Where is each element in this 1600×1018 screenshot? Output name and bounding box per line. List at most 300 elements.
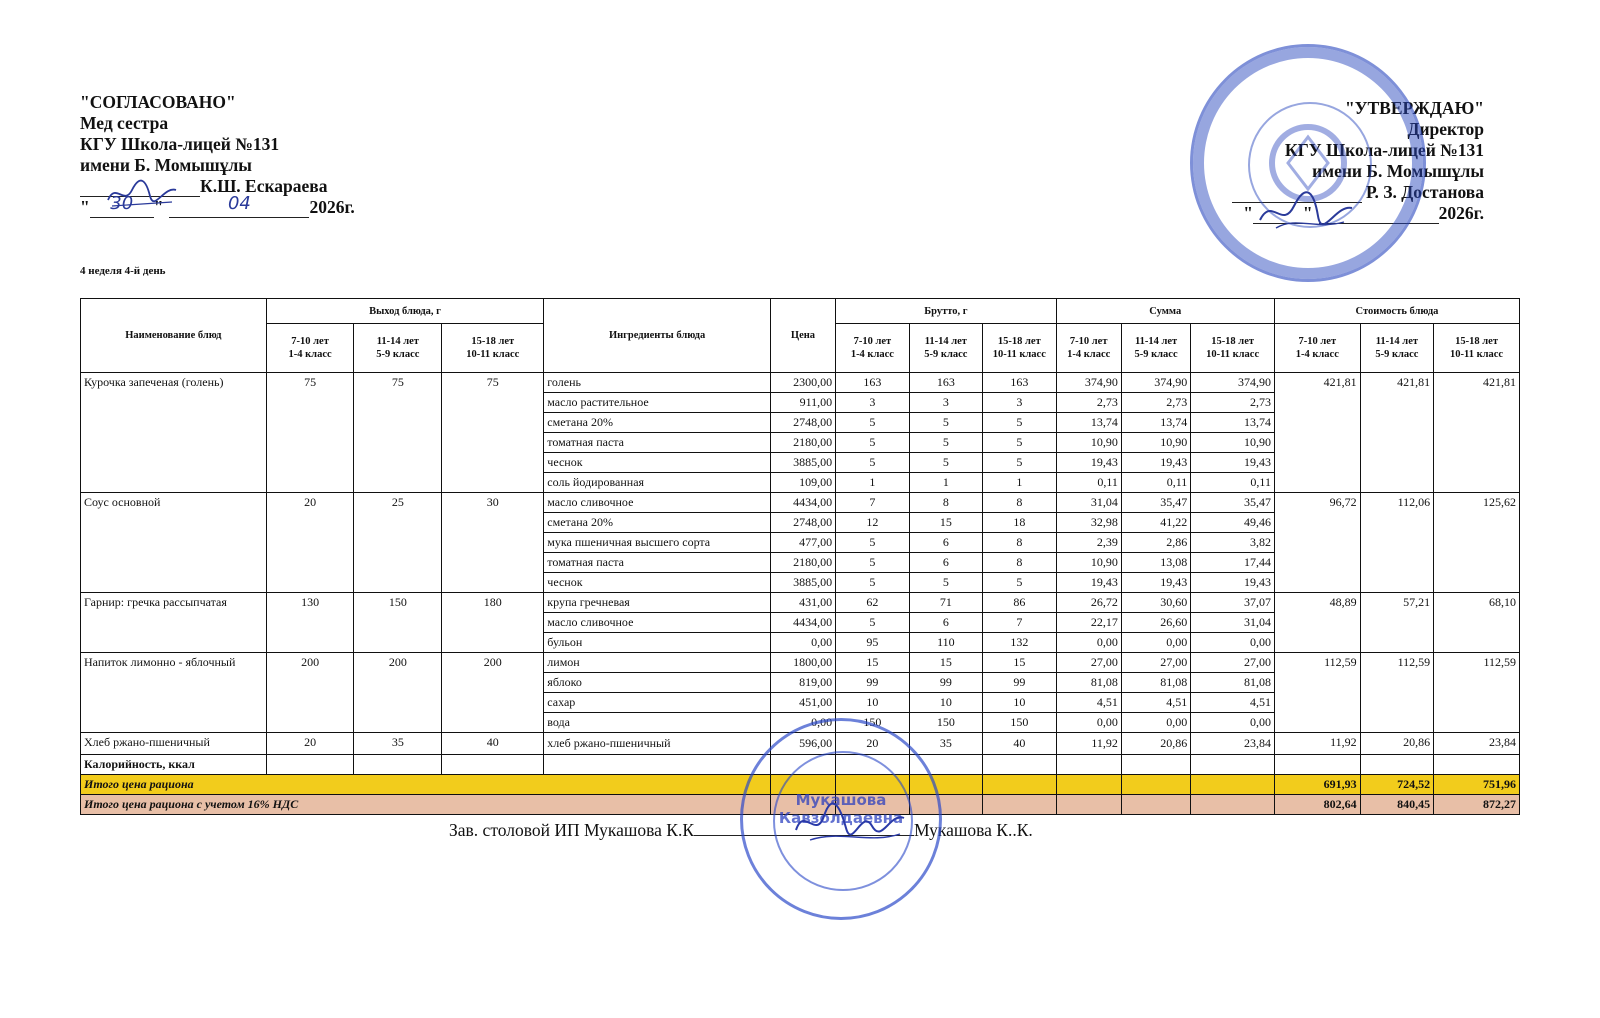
approval-date-line: " 30 " 04 2026г. [80, 193, 355, 217]
dish-output: 20 [266, 493, 354, 593]
age-range: 7-10 лет [1298, 336, 1337, 347]
dish-cost: 112,59 [1360, 653, 1433, 733]
ingredient-brutto: 5 [909, 573, 982, 593]
ingredient-brutto: 12 [836, 513, 909, 533]
ingredient-price: 2180,00 [770, 553, 835, 573]
total-value: 751,96 [1434, 775, 1520, 795]
ingredient-brutto: 163 [983, 373, 1056, 393]
ingredient-brutto: 5 [836, 613, 909, 633]
footer-right-text: Мукашова К..К. [914, 820, 1033, 840]
ingredient-name: чеснок [544, 453, 771, 473]
ingredient-brutto: 8 [983, 553, 1056, 573]
ingredient-name: томатная паста [544, 433, 771, 453]
total-value: 691,93 [1274, 775, 1360, 795]
ingredient-sum: 0,00 [1056, 633, 1121, 653]
ingredient-brutto: 5 [983, 573, 1056, 593]
ingredient-name: яблоко [544, 673, 771, 693]
calories-label: Калорийность, ккал [81, 755, 267, 775]
ingredient-price: 819,00 [770, 673, 835, 693]
age-range: 15-18 лет [471, 336, 515, 347]
ingredient-sum: 4,51 [1056, 693, 1121, 713]
total-vat-empty-cell [1056, 795, 1121, 815]
ingredient-name: мука пшеничная высшего сорта [544, 533, 771, 553]
ingredient-sum: 19,43 [1121, 453, 1190, 473]
ingredient-brutto: 5 [909, 413, 982, 433]
dish-cost: 112,59 [1274, 653, 1360, 733]
ingredient-sum: 10,90 [1056, 433, 1121, 453]
ingredient-sum: 23,84 [1191, 733, 1275, 755]
class-range: 1-4 класс [1295, 349, 1339, 360]
ingredient-sum: 2,73 [1056, 393, 1121, 413]
ingredient-price: 2748,00 [770, 513, 835, 533]
table-row [81, 373, 1520, 393]
total-row [81, 775, 1520, 795]
header-age-sum-2 [1191, 324, 1275, 373]
ingredient-sum: 20,86 [1121, 733, 1190, 755]
header-brutto: Брутто, г [836, 299, 1056, 324]
ingredient-sum: 19,43 [1056, 573, 1121, 593]
dish-output: 75 [354, 373, 442, 493]
approval-signature-line [1232, 182, 1484, 203]
dish-name: Соус основной [81, 493, 267, 593]
signature-blank [694, 835, 914, 836]
ingredient-sum: 0,00 [1121, 713, 1190, 733]
calories-cell [1191, 755, 1275, 775]
approval-block-right [1232, 98, 1484, 224]
ingredient-price: 3885,00 [770, 453, 835, 473]
header-age-brutto-2 [983, 324, 1056, 373]
class-range: 10-11 класс [992, 349, 1046, 360]
ingredient-sum: 22,17 [1056, 613, 1121, 633]
ingredient-brutto: 6 [909, 533, 982, 553]
ingredient-sum: 13,74 [1191, 413, 1275, 433]
total-empty-cell [836, 775, 909, 795]
menu-table-body [81, 373, 1520, 815]
total-vat-value: 840,45 [1360, 795, 1433, 815]
ingredient-brutto: 5 [836, 453, 909, 473]
ingredient-price: 2748,00 [770, 413, 835, 433]
class-range: 1-4 класс [288, 349, 332, 360]
dish-output: 40 [442, 733, 544, 755]
dish-cost: 96,72 [1274, 493, 1360, 593]
dish-cost: 421,81 [1274, 373, 1360, 493]
week-day-label: 4 неделя 4-й день [80, 265, 166, 277]
dish-name: Напиток лимонно - яблочный [81, 653, 267, 733]
ingredient-name: масло сливочное [544, 613, 771, 633]
dish-cost: 112,59 [1434, 653, 1520, 733]
ingredient-brutto: 86 [983, 593, 1056, 613]
header-age-cost-2 [1434, 324, 1520, 373]
age-range: 11-14 лет [1134, 336, 1178, 347]
ingredient-brutto: 99 [983, 673, 1056, 693]
ingredient-sum: 374,90 [1191, 373, 1275, 393]
ingredient-sum: 31,04 [1056, 493, 1121, 513]
ingredient-brutto: 7 [983, 613, 1056, 633]
ingredient-brutto: 10 [983, 693, 1056, 713]
total-empty-cell [983, 775, 1056, 795]
total-vat-value: 802,64 [1274, 795, 1360, 815]
class-range: 10-11 класс [1450, 349, 1504, 360]
approval-org-name: имени Б. Момышұлы [80, 155, 252, 175]
ingredient-sum: 2,86 [1121, 533, 1190, 553]
dish-cost: 20,86 [1360, 733, 1433, 755]
ingredient-brutto: 1 [909, 473, 982, 493]
ingredient-price: 911,00 [770, 393, 835, 413]
ingredient-name: бульон [544, 633, 771, 653]
total-vat-empty-cell [1191, 795, 1275, 815]
ingredient-sum: 11,92 [1056, 733, 1121, 755]
ingredient-sum: 26,72 [1056, 593, 1121, 613]
age-range: 7-10 лет [853, 336, 892, 347]
class-range: 1-4 класс [1067, 349, 1111, 360]
dish-output: 150 [354, 593, 442, 653]
ingredient-brutto: 3 [983, 393, 1056, 413]
calories-cell [442, 755, 544, 775]
ingredient-brutto: 5 [836, 433, 909, 453]
stamp-name: Мукашова Кавзолдаевна [778, 791, 904, 827]
header-price: Цена [770, 299, 835, 373]
ingredient-sum: 19,43 [1191, 573, 1275, 593]
header-age-sum-0 [1056, 324, 1121, 373]
ingredient-price: 109,00 [770, 473, 835, 493]
header-dish-name: Наименование блюд [81, 299, 267, 373]
ingredient-name: масло сливочное [544, 493, 771, 513]
calories-cell [1121, 755, 1190, 775]
class-range: 5-9 класс [376, 349, 420, 360]
calories-cell [1056, 755, 1121, 775]
ingredient-price: 4434,00 [770, 493, 835, 513]
ingredient-brutto: 163 [836, 373, 909, 393]
ingredient-sum: 17,44 [1191, 553, 1275, 573]
calories-cell [909, 755, 982, 775]
ingredient-name: сахар [544, 693, 771, 713]
ingredient-price: 0,00 [770, 713, 835, 733]
ingredient-brutto: 15 [909, 513, 982, 533]
ingredient-brutto: 3 [909, 393, 982, 413]
ingredient-sum: 0,00 [1191, 713, 1275, 733]
age-range: 15-18 лет [1211, 336, 1255, 347]
ingredient-name: масло растительное [544, 393, 771, 413]
ingredient-sum: 19,43 [1191, 453, 1275, 473]
date-month-blank [1319, 203, 1439, 224]
age-range: 11-14 лет [924, 336, 967, 347]
age-range: 15-18 лет [997, 336, 1041, 347]
approval-org-name: имени Б. Момышұлы [1312, 161, 1484, 181]
dish-output: 180 [442, 593, 544, 653]
ingredient-sum: 49,46 [1191, 513, 1275, 533]
ingredient-brutto: 8 [983, 493, 1056, 513]
total-value: 724,52 [1360, 775, 1433, 795]
total-empty-cell [1191, 775, 1275, 795]
dish-output: 75 [266, 373, 354, 493]
ingredient-brutto: 5 [909, 453, 982, 473]
ingredient-sum: 13,74 [1121, 413, 1190, 433]
ingredient-brutto: 150 [836, 713, 909, 733]
ingredient-sum: 30,60 [1121, 593, 1190, 613]
dish-cost: 48,89 [1274, 593, 1360, 653]
dish-output: 130 [266, 593, 354, 653]
ingredient-brutto: 20 [836, 733, 909, 755]
ingredient-sum: 27,00 [1056, 653, 1121, 673]
ingredient-sum: 0,11 [1191, 473, 1275, 493]
ingredient-brutto: 132 [983, 633, 1056, 653]
ingredient-sum: 2,73 [1191, 393, 1275, 413]
dish-output: 30 [442, 493, 544, 593]
approval-role: Директор [1407, 119, 1484, 139]
total-empty-cell [770, 775, 835, 795]
total-vat-value: 872,27 [1434, 795, 1520, 815]
ingredient-price: 1800,00 [770, 653, 835, 673]
ingredient-price: 2180,00 [770, 433, 835, 453]
ingredient-brutto: 110 [909, 633, 982, 653]
approval-role: Мед сестра [80, 113, 169, 133]
header-output: Выход блюда, г [266, 299, 544, 324]
ingredient-sum: 32,98 [1056, 513, 1121, 533]
approval-title: "СОГЛАСОВАНО" [80, 92, 236, 112]
ingredient-name: голень [544, 373, 771, 393]
age-range: 7-10 лет [291, 336, 329, 347]
total-vat-empty-cell [983, 795, 1056, 815]
ingredient-brutto: 6 [909, 613, 982, 633]
calories-cell [1434, 755, 1520, 775]
ingredient-brutto: 8 [983, 533, 1056, 553]
calories-cell [983, 755, 1056, 775]
ingredient-name: соль йодированная [544, 473, 771, 493]
ingredient-brutto: 95 [836, 633, 909, 653]
ingredient-name: сметана 20% [544, 513, 771, 533]
ingredient-brutto: 18 [983, 513, 1056, 533]
calories-cell [544, 755, 771, 775]
ingredient-brutto: 5 [836, 413, 909, 433]
age-range: 15-18 лет [1455, 336, 1498, 347]
calories-cell [1360, 755, 1433, 775]
dish-output: 200 [266, 653, 354, 733]
menu-table [80, 298, 1520, 815]
total-vat-empty-cell [836, 795, 909, 815]
ingredient-sum: 27,00 [1191, 653, 1275, 673]
header-ingredients: Ингредиенты блюда [544, 299, 771, 373]
dish-name: Гарнир: гречка рассыпчатая [81, 593, 267, 653]
ingredient-sum: 0,00 [1056, 713, 1121, 733]
dish-output: 35 [354, 733, 442, 755]
ingredient-sum: 2,73 [1121, 393, 1190, 413]
ingredient-brutto: 15 [836, 653, 909, 673]
total-empty-cell [909, 775, 982, 795]
class-range: 1-4 класс [850, 349, 894, 360]
calories-cell [770, 755, 835, 775]
total-vat-label: Итого цена рациона с учетом 16% НДС [81, 795, 771, 815]
header-sum: Сумма [1056, 299, 1274, 324]
header-age-output-0 [266, 324, 354, 373]
ingredient-sum: 374,90 [1056, 373, 1121, 393]
age-range: 7-10 лет [1069, 336, 1108, 347]
ingredient-brutto: 5 [983, 413, 1056, 433]
footer-signature [449, 820, 1033, 841]
ingredient-sum: 41,22 [1121, 513, 1190, 533]
ingredient-price: 477,00 [770, 533, 835, 553]
ingredient-name: хлеб ржано-пшеничный [544, 733, 771, 755]
ingredient-brutto: 150 [983, 713, 1056, 733]
header-age-brutto-1 [909, 324, 982, 373]
total-vat-empty-cell [1121, 795, 1190, 815]
total-empty-cell [1121, 775, 1190, 795]
date-day-blank [90, 193, 154, 218]
ingredient-sum: 2,39 [1056, 533, 1121, 553]
header-age-sum-1 [1121, 324, 1190, 373]
total-label: Итого цена рациона [81, 775, 771, 795]
ingredient-price: 451,00 [770, 693, 835, 713]
ingredient-sum: 81,08 [1056, 673, 1121, 693]
dish-cost: 23,84 [1434, 733, 1520, 755]
approval-block-left [80, 92, 355, 218]
dish-output: 25 [354, 493, 442, 593]
dish-name: Курочка запеченая (голень) [81, 373, 267, 493]
ingredient-sum: 19,43 [1056, 453, 1121, 473]
calories-cell [266, 755, 354, 775]
ingredient-brutto: 5 [909, 433, 982, 453]
ingredient-sum: 37,07 [1191, 593, 1275, 613]
ingredient-sum: 374,90 [1121, 373, 1190, 393]
ingredient-brutto: 99 [836, 673, 909, 693]
ingredient-price: 3885,00 [770, 573, 835, 593]
ingredient-sum: 13,08 [1121, 553, 1190, 573]
ingredient-brutto: 99 [909, 673, 982, 693]
ingredient-brutto: 8 [909, 493, 982, 513]
approval-date-line: " " 2026г. [1243, 203, 1484, 223]
ingredient-sum: 35,47 [1191, 493, 1275, 513]
ingredient-sum: 10,90 [1121, 433, 1190, 453]
ingredient-name: крупа гречневая [544, 593, 771, 613]
dish-cost: 11,92 [1274, 733, 1360, 755]
date-day: 30 [110, 193, 134, 214]
ingredient-name: сметана 20% [544, 413, 771, 433]
ingredient-brutto: 3 [836, 393, 909, 413]
class-range: 10-11 класс [466, 349, 520, 360]
date-year: 2026г. [1438, 203, 1484, 223]
class-range: 5-9 класс [1134, 349, 1178, 360]
age-range: 11-14 лет [1375, 336, 1419, 347]
ingredient-name: вода [544, 713, 771, 733]
calories-cell [354, 755, 442, 775]
total-vat-empty-cell [909, 795, 982, 815]
dish-output: 200 [442, 653, 544, 733]
dish-cost: 125,62 [1434, 493, 1520, 593]
ingredient-sum: 0,11 [1121, 473, 1190, 493]
ingredient-brutto: 10 [909, 693, 982, 713]
ingredient-price: 0,00 [770, 633, 835, 653]
ingredient-brutto: 5 [983, 433, 1056, 453]
approval-signer: К.Ш. Ескараева [200, 176, 328, 196]
ingredient-sum: 10,90 [1191, 433, 1275, 453]
ingredient-brutto: 15 [983, 653, 1056, 673]
ingredient-sum: 0,11 [1056, 473, 1121, 493]
header-cost: Стоимость блюда [1274, 299, 1519, 324]
ingredient-brutto: 150 [909, 713, 982, 733]
ingredient-sum: 81,08 [1191, 673, 1275, 693]
header-age-cost-1 [1360, 324, 1433, 373]
table-row [81, 593, 1520, 613]
dish-cost: 112,06 [1360, 493, 1433, 593]
ingredient-name: томатная паста [544, 553, 771, 573]
class-range: 5-9 класс [1375, 349, 1419, 360]
dish-cost: 68,10 [1434, 593, 1520, 653]
date-year: 2026г. [309, 197, 355, 217]
approval-title: "УТВЕРЖДАЮ" [1344, 98, 1484, 118]
ingredient-brutto: 40 [983, 733, 1056, 755]
approval-signer: Р. З. Достанова [1366, 182, 1484, 202]
ingredient-brutto: 71 [909, 593, 982, 613]
calories-cell [1274, 755, 1360, 775]
class-range: 10-11 класс [1206, 349, 1260, 360]
signature-blank [1232, 182, 1362, 203]
ingredient-sum: 35,47 [1121, 493, 1190, 513]
header-age-cost-0 [1274, 324, 1360, 373]
ingredient-brutto: 15 [909, 653, 982, 673]
ingredient-sum: 4,51 [1121, 693, 1190, 713]
ingredient-sum: 10,90 [1056, 553, 1121, 573]
ingredient-price: 431,00 [770, 593, 835, 613]
ingredient-sum: 0,00 [1121, 633, 1190, 653]
dish-output: 20 [266, 733, 354, 755]
ingredient-sum: 27,00 [1121, 653, 1190, 673]
ingredient-sum: 3,82 [1191, 533, 1275, 553]
approval-org: КГУ Школа-лицей №131 [80, 134, 280, 154]
ingredient-brutto: 10 [836, 693, 909, 713]
ingredient-sum: 4,51 [1191, 693, 1275, 713]
dish-cost: 421,81 [1434, 373, 1520, 493]
ingredient-name: лимон [544, 653, 771, 673]
dish-output: 75 [442, 373, 544, 493]
header-age-output-1 [354, 324, 442, 373]
table-row [81, 493, 1520, 513]
total-vat-empty-cell [770, 795, 835, 815]
header-age-output-2 [442, 324, 544, 373]
ingredient-brutto: 6 [909, 553, 982, 573]
ingredient-name: чеснок [544, 573, 771, 593]
table-row [81, 653, 1520, 673]
ingredient-brutto: 1 [983, 473, 1056, 493]
total-vat-row [81, 795, 1520, 815]
ingredient-brutto: 1 [836, 473, 909, 493]
class-range: 5-9 класс [924, 349, 968, 360]
ingredient-sum: 0,00 [1191, 633, 1275, 653]
calories-row [81, 755, 1520, 775]
table-row [81, 733, 1520, 755]
total-empty-cell [1056, 775, 1121, 795]
ingredient-price: 4434,00 [770, 613, 835, 633]
ingredient-brutto: 35 [909, 733, 982, 755]
calories-cell [836, 755, 909, 775]
dish-cost: 421,81 [1360, 373, 1433, 493]
approval-org: КГУ Школа-лицей №131 [1284, 140, 1484, 160]
ingredient-brutto: 5 [836, 533, 909, 553]
age-range: 11-14 лет [376, 336, 419, 347]
ingredient-sum: 19,43 [1121, 573, 1190, 593]
ingredient-sum: 26,60 [1121, 613, 1190, 633]
dish-cost: 57,21 [1360, 593, 1433, 653]
ingredient-brutto: 163 [909, 373, 982, 393]
date-day-blank [1253, 203, 1303, 224]
ingredient-brutto: 5 [836, 573, 909, 593]
ingredient-brutto: 62 [836, 593, 909, 613]
ingredient-sum: 81,08 [1121, 673, 1190, 693]
ingredient-price: 596,00 [770, 733, 835, 755]
ingredient-brutto: 7 [836, 493, 909, 513]
ingredient-sum: 13,74 [1056, 413, 1121, 433]
ingredient-sum: 31,04 [1191, 613, 1275, 633]
ingredient-brutto: 5 [983, 453, 1056, 473]
footer-left-text: Зав. столовой ИП Мукашова К.К [449, 820, 695, 840]
